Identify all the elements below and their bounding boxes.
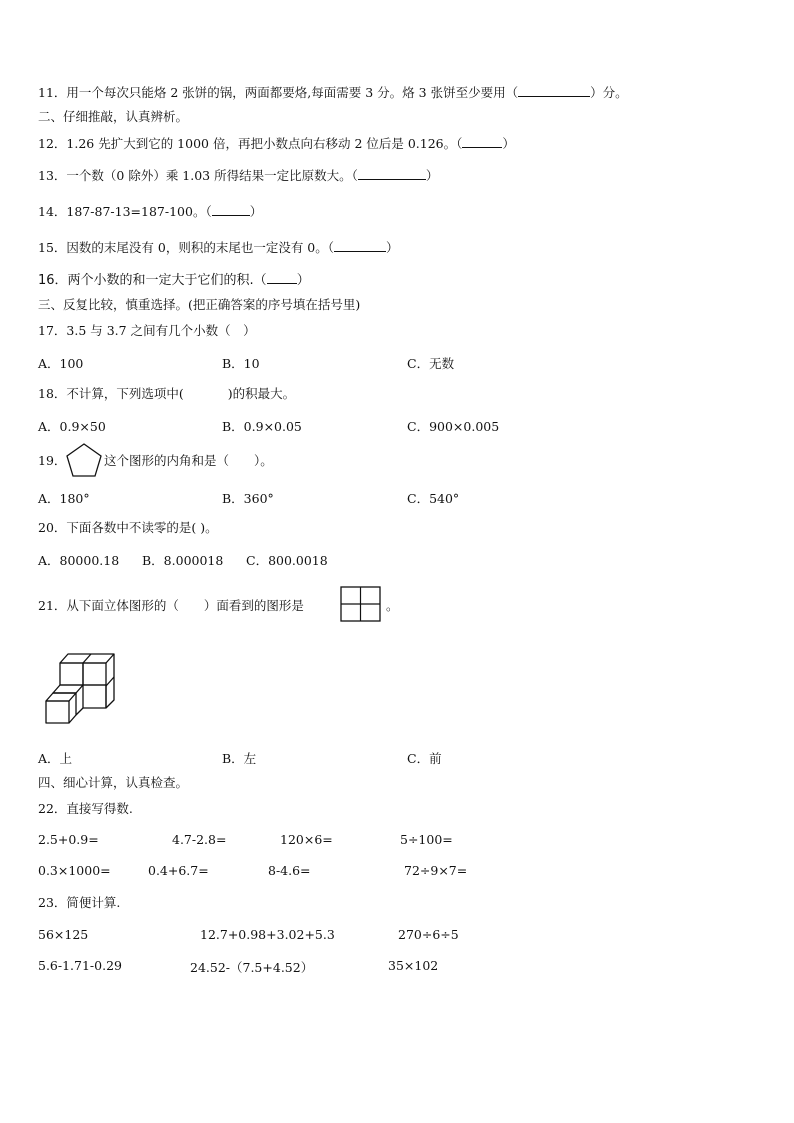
question-15-text: 15．因数的末尾没有 0，则积的末尾也一定没有 0。（	[38, 240, 335, 255]
question-23: 23．简便计算.	[38, 895, 121, 910]
option-c[interactable]: C．900×0.005	[407, 419, 500, 434]
calc-item: 0.4+6.7=	[148, 863, 209, 878]
question-12-tail: ）	[502, 136, 515, 151]
question-13	[38, 167, 438, 184]
question-11	[38, 84, 628, 101]
question-15	[38, 239, 399, 256]
calc-item: 270÷6÷5	[398, 927, 459, 942]
question-17-options	[38, 354, 738, 370]
question-20: 20．下面各数中不读零的是( )。	[38, 520, 218, 535]
section-4-heading: 四、细心计算，认真检查。	[38, 775, 189, 790]
option-b[interactable]: B．0.9×0.05	[222, 419, 302, 434]
option-c[interactable]: C．前	[407, 751, 442, 766]
question-18-options	[38, 417, 738, 433]
question-22: 22．直接写得数.	[38, 801, 133, 816]
question-20-options	[38, 551, 738, 567]
option-b[interactable]: B．左	[222, 751, 257, 766]
calc-item: 0.3×1000=	[38, 863, 111, 878]
option-a[interactable]: A．0.9×50	[38, 419, 106, 434]
question-14	[38, 203, 262, 220]
question-12	[38, 135, 515, 152]
option-c[interactable]: C．540°	[407, 491, 460, 506]
calc-item: 2.5+0.9=	[38, 832, 99, 847]
section-2-heading: 二、仔细推敲，认真辨析。	[38, 109, 189, 124]
question-16	[38, 271, 310, 289]
option-a[interactable]: A．80000.18	[38, 553, 120, 568]
calc-item: 120×6=	[280, 832, 333, 847]
calc-item: 35×102	[388, 958, 439, 973]
question-16-tail: ）	[296, 273, 310, 288]
q22-row-1	[38, 832, 758, 848]
question-21-tail: 。	[386, 598, 399, 613]
option-b[interactable]: B．10	[222, 356, 260, 371]
q22-row-2	[38, 863, 758, 879]
question-14-tail: ）	[249, 204, 263, 219]
answer-blank[interactable]	[462, 135, 502, 148]
option-b[interactable]: B．8.000018	[142, 553, 224, 568]
option-c[interactable]: C．800.0018	[246, 553, 328, 568]
question-11-text: 11．用一个每次只能烙 2 张饼的锅，两面都要烙,每面需要 3 分。烙 3 张饼至少要用（	[38, 85, 519, 100]
option-a[interactable]: A．100	[38, 356, 84, 371]
answer-blank[interactable]	[184, 386, 228, 398]
calc-item: 56×125	[38, 927, 89, 942]
option-b[interactable]: B．360°	[222, 491, 274, 506]
q23-row-1	[38, 927, 758, 943]
calc-item: 24.52-（7.5+4.52）	[190, 960, 314, 975]
question-19-text: 这个图形的内角和是（ ）。	[104, 453, 273, 468]
answer-blank[interactable]	[358, 167, 426, 180]
option-c[interactable]: C．无数	[407, 356, 455, 371]
calc-item: 4.7-2.8=	[172, 832, 227, 847]
question-13-text: 13．一个数（0 除外）乘 1.03 所得结果一定比原数大。（	[38, 168, 358, 183]
pentagon-figure	[65, 442, 103, 478]
answer-blank[interactable]	[334, 239, 386, 252]
question-18	[38, 386, 295, 402]
question-19-options	[38, 489, 738, 505]
option-a[interactable]: A．180°	[38, 491, 90, 506]
question-12-text: 12．1.26 先扩大到它的 1000 倍，再把小数点向右移动 2 位后是 0.126。（	[38, 136, 463, 151]
question-11-tail: ）分。	[590, 85, 628, 100]
question-13-tail: ）	[425, 168, 439, 183]
question-18-text-b: )的积最大。	[227, 386, 296, 401]
answer-blank[interactable]	[212, 203, 250, 216]
option-a[interactable]: A．上	[38, 751, 73, 766]
section-3-heading: 三、反复比较，慎重选择。(把正确答案的序号填在括号里)	[38, 297, 361, 312]
calc-item: 12.7+0.98+3.02+5.3	[200, 927, 335, 942]
calc-item: 8-4.6=	[268, 863, 311, 878]
question-19-number: 19．	[38, 453, 67, 468]
question-21-options	[38, 749, 738, 765]
question-19	[38, 453, 66, 469]
question-18-text-a: 18．不计算，下列选项中(	[38, 386, 184, 401]
question-15-tail: ）	[386, 240, 399, 255]
calc-item: 5÷100=	[400, 832, 453, 847]
answer-blank[interactable]	[267, 271, 297, 284]
view-grid-figure	[340, 586, 381, 622]
calc-item: 72÷9×7=	[404, 863, 468, 878]
answer-blank[interactable]	[518, 84, 590, 97]
question-16-text: 16．两个小数的和一定大于它们的积.（	[38, 273, 267, 288]
question-17: 17．3.5 与 3.7 之间有几个小数（ ）	[38, 323, 256, 338]
cube-figure	[44, 650, 124, 728]
question-14-text: 14．187-87-13=187-100。（	[38, 204, 212, 219]
q23-row-2	[38, 958, 758, 974]
question-21: 21．从下面立体图形的（ ）面看到的图形是	[38, 598, 304, 613]
calc-item: 5.6-1.71-0.29	[38, 958, 122, 973]
